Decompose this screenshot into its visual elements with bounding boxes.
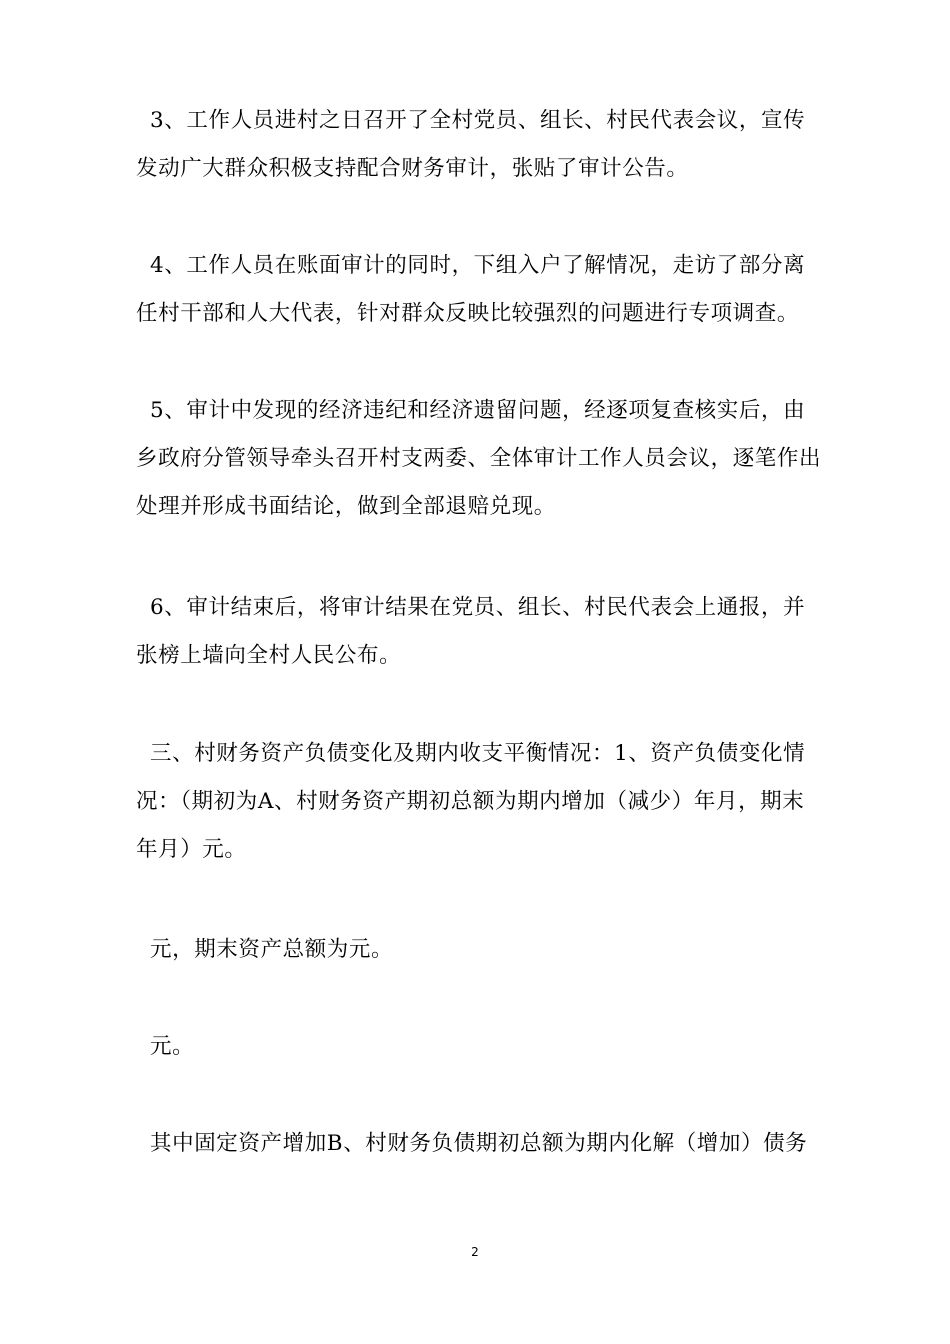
paragraph-item-5: 5、审计中发现的经济违纪和经济遗留问题，经逐项复查核实后，由乡政府分管领导牵头召开村支两委、全体审计工作人员会议，逐笔作出处理并形成书面结论，做到全部退赔兑现。 (136, 398, 822, 519)
paragraph-yuan: 元。 (150, 1034, 195, 1059)
paragraph-fixed-assets: 其中固定资产增加B、村财务负债期初总额为期内化解（增加）债务 (150, 1131, 808, 1156)
paragraph-item-6: 6、审计结束后，将审计结果在党员、组长、村民代表会上通报，并张榜上墙向全村人民公布。 (136, 595, 806, 668)
paragraph-item-3: 3、工作人员进村之日召开了全村党员、组长、村民代表会议，宣传发动广大群众积极支持配合财务审计，张贴了审计公告。 (136, 108, 806, 181)
paragraph-section-3-heading: 三、村财务资产负债变化及期内收支平衡情况：1、资产负债变化情况：（期初为A、村财务资产期初总额为期内增加（减少）年月，期末年月）元。 (136, 741, 806, 862)
page-number: 2 (471, 1245, 479, 1259)
paragraph-item-4: 4、工作人员在账面审计的同时，下组入户了解情况，走访了部分离任村干部和人大代表，针对群众反映比较强烈的问题进行专项调查。 (136, 253, 806, 326)
paragraph-period-end-assets: 元，期末资产总额为元。 (150, 937, 394, 962)
